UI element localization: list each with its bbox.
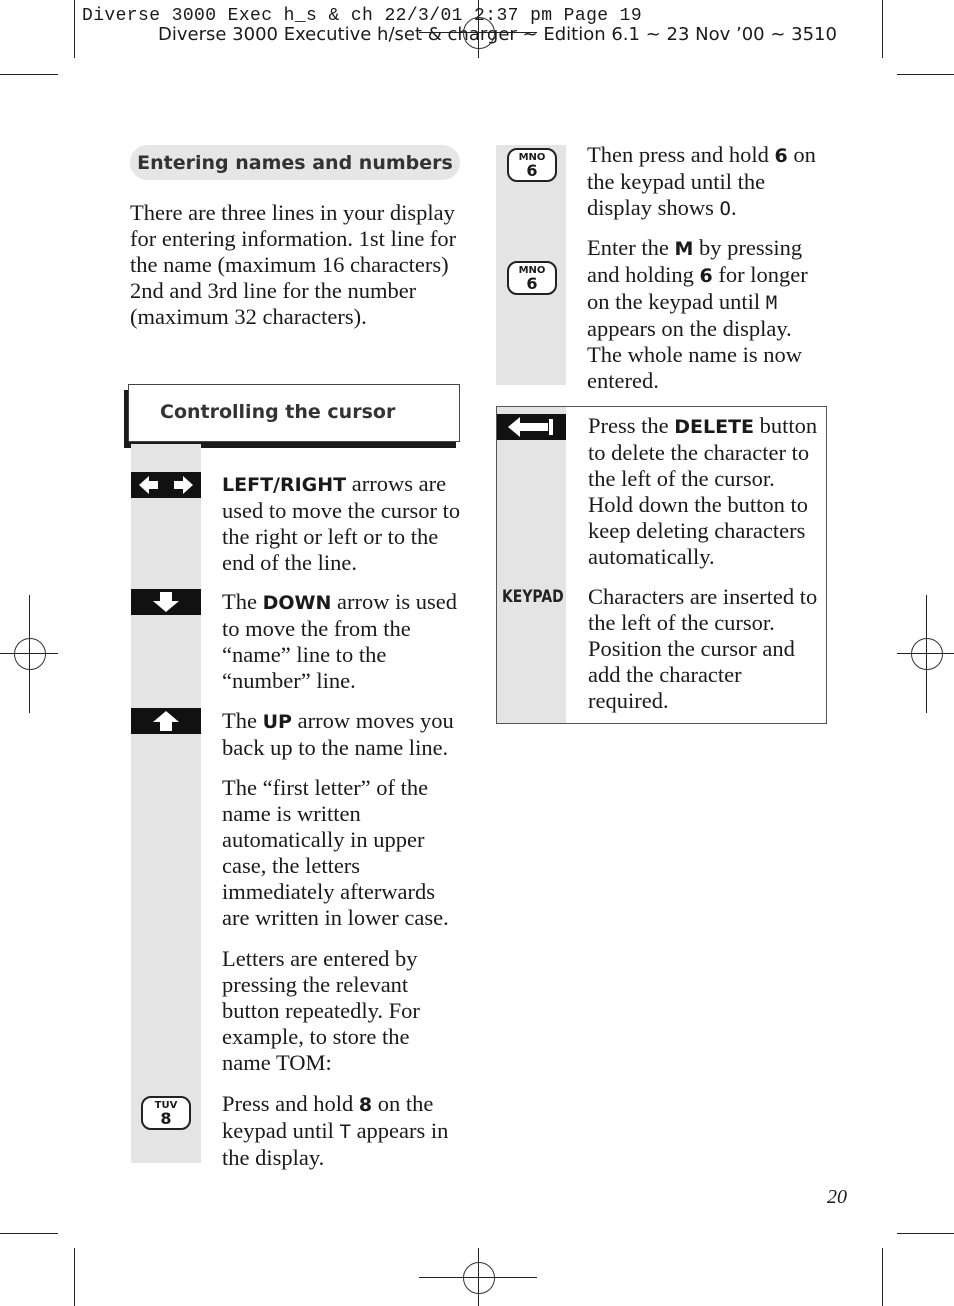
lcd-character: T — [339, 1121, 351, 1143]
crop-mark — [897, 74, 954, 75]
enter-m-description: Enter the M by pressing and holding 6 for longer on the keypad until M appears on the display. The whole name is now entered. — [587, 235, 808, 393]
section-title: Entering names and numbers — [130, 145, 460, 180]
registration-mark-left — [14, 638, 46, 670]
left-right-description: LEFT/RIGHT arrows are used to move the cursor to the right or left or to the end of the line. — [222, 471, 461, 575]
keypad-6-button — [507, 148, 557, 182]
key-letters: TUV — [154, 1100, 178, 1111]
up-description: The UP arrow moves you back up to the name line. — [222, 708, 454, 760]
down-arrow-key — [131, 589, 201, 615]
keypad-label: KEYPAD — [502, 587, 564, 607]
right-arrow-icon — [173, 476, 193, 494]
print-slug-line: Diverse 3000 Exec h_s & ch 22/3/01 2:37 pm Page 19 — [82, 6, 643, 26]
crop-mark — [882, 1248, 883, 1306]
key-digit: 6 — [526, 161, 538, 180]
delete-description: Press the DELETE button to delete the character to the left of the cursor. Hold down the button to keep deleting characters automatically. — [588, 413, 818, 569]
left-arrow-icon — [139, 476, 159, 494]
left-right-arrows-key — [131, 472, 201, 498]
crop-mark — [74, 1248, 75, 1306]
delete-icon — [508, 417, 556, 437]
key-name: 8 — [358, 1094, 373, 1116]
cursor-heading: Controlling the cursor — [160, 401, 396, 423]
first-letter-description: The “first letter” of the name is written automatically in upper case, the letters immediately afterwards are written in lower case. — [222, 775, 449, 930]
key-name: M — [674, 238, 694, 260]
crop-mark — [74, 0, 75, 58]
lcd-character: M — [765, 292, 778, 314]
key-digit: 6 — [526, 274, 538, 293]
crop-mark — [897, 1233, 954, 1234]
delete-key — [497, 414, 566, 440]
crop-mark — [0, 1233, 58, 1234]
key-letters: MNO — [518, 265, 546, 276]
editing-keys-panel — [496, 406, 827, 724]
key-name: DELETE — [674, 416, 755, 438]
edition-line: Diverse 3000 Executive h/set & charger ~ Edition 6.1 ~ 23 Nov ’00 ~ 3510 — [158, 24, 837, 45]
up-arrow-key — [131, 708, 201, 734]
panel-icon-column — [497, 407, 566, 723]
intro-paragraph: There are three lines in your display for entering information. 1st line for the name (maximum 16 characters) 2nd and 3rd line for the number (maximum 32 characters). — [130, 200, 457, 329]
lcd-character: O — [719, 198, 731, 220]
key-letters: MNO — [518, 152, 546, 163]
crop-mark — [882, 0, 883, 58]
key-digit: 8 — [160, 1109, 172, 1128]
key-name: UP — [262, 711, 292, 733]
down-description: The DOWN arrow is used to move the from the “name” line to the “number” line. — [222, 589, 458, 693]
cursor-heading-box — [128, 384, 460, 442]
key-name: LEFT/RIGHT — [222, 474, 347, 496]
up-arrow-icon — [153, 711, 179, 731]
page-number: 20 — [827, 1186, 847, 1208]
press-6-description: Then press and hold 6 on the keypad until the display shows O. — [587, 142, 816, 220]
down-arrow-icon — [153, 592, 179, 612]
key-name: DOWN — [262, 592, 332, 614]
crop-mark — [0, 74, 58, 75]
registration-mark-bottom — [463, 1262, 495, 1294]
letters-entered-description: Letters are entered by pressing the relevant button repeatedly. For example, to store the name TOM: — [222, 946, 420, 1075]
registration-mark-right — [911, 638, 943, 670]
left-icon-column — [131, 444, 201, 1163]
keypad-description: Characters are inserted to the left of the cursor. Position the cursor and add the character required. — [588, 584, 818, 713]
key-name: 6 — [774, 145, 788, 167]
press-8-description: Press and hold 8 on the keypad until T appears in the display. — [222, 1091, 449, 1170]
key-name: 6 — [699, 265, 713, 287]
keypad-8-button — [141, 1096, 191, 1130]
keypad-6-button — [507, 261, 557, 295]
